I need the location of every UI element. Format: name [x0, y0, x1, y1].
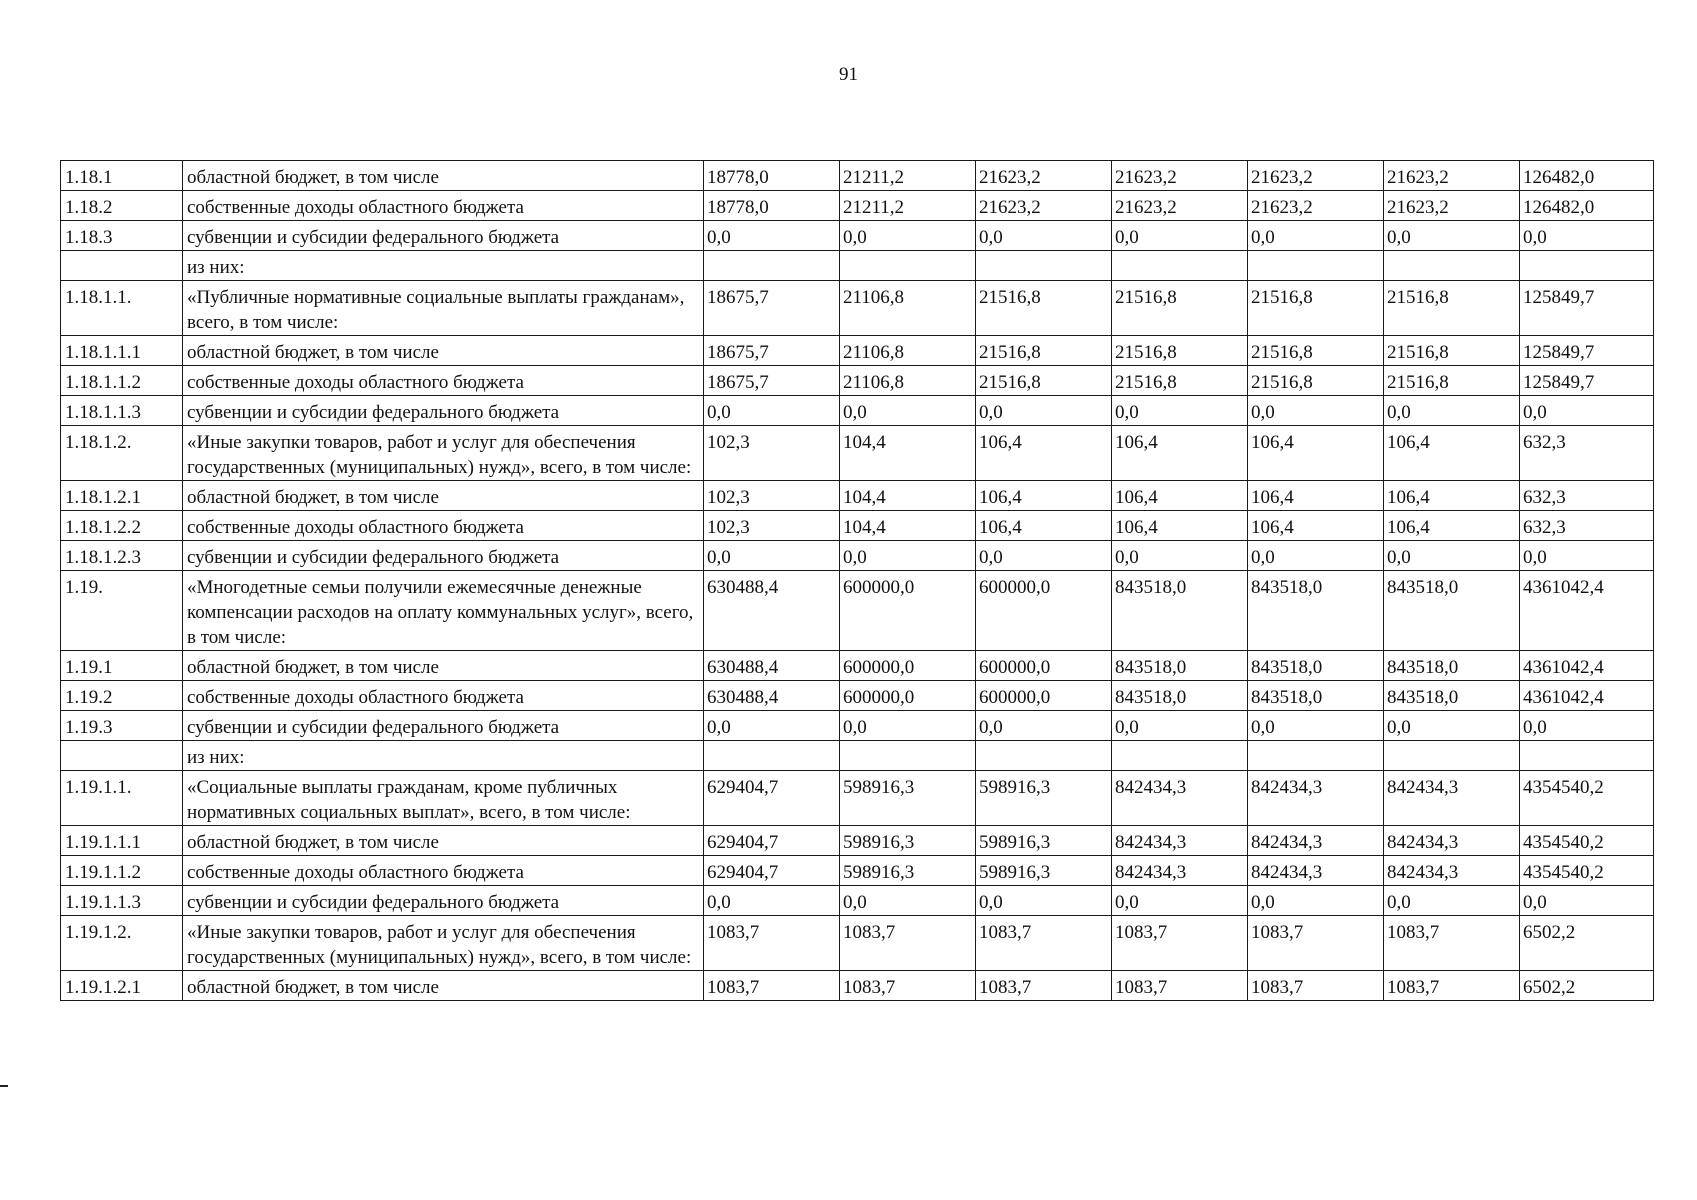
- row-value: 629404,7: [704, 826, 840, 856]
- row-value: 21516,8: [976, 281, 1112, 336]
- row-value: 0,0: [976, 541, 1112, 571]
- row-code: 1.19.1.1.: [61, 771, 183, 826]
- row-value: 0,0: [976, 886, 1112, 916]
- row-value: 600000,0: [976, 651, 1112, 681]
- table-row: [61, 886, 1654, 916]
- table-row: [61, 856, 1654, 886]
- row-value: 0,0: [840, 221, 976, 251]
- table-row: [61, 251, 1654, 281]
- row-value: 21623,2: [1112, 191, 1248, 221]
- row-value: 0,0: [1248, 711, 1384, 741]
- row-value: 843518,0: [1112, 571, 1248, 651]
- row-value: 629404,7: [704, 856, 840, 886]
- row-code: 1.19.1.1.2: [61, 856, 183, 886]
- row-value: 598916,3: [840, 826, 976, 856]
- row-value: 0,0: [1112, 711, 1248, 741]
- table-row: [61, 651, 1654, 681]
- row-value: 18778,0: [704, 161, 840, 191]
- row-value: 1083,7: [840, 971, 976, 1001]
- row-name: областной бюджет, в том числе: [183, 481, 704, 511]
- row-value: 843518,0: [1112, 681, 1248, 711]
- row-total-value: 632,3: [1520, 511, 1654, 541]
- row-value: 0,0: [1112, 886, 1248, 916]
- row-total-value: 125849,7: [1520, 336, 1654, 366]
- row-value: 843518,0: [1384, 651, 1520, 681]
- table-row: [61, 771, 1654, 826]
- row-name: «Иные закупки товаров, работ и услуг для обеспечения государственных (муниципальных) нужд», всего, в том числе:: [183, 916, 704, 971]
- row-value: 21106,8: [840, 336, 976, 366]
- row-name: областной бюджет, в том числе: [183, 826, 704, 856]
- row-value: 21516,8: [1248, 366, 1384, 396]
- table-row: [61, 511, 1654, 541]
- row-total-value: 0,0: [1520, 221, 1654, 251]
- row-value: 843518,0: [1248, 571, 1384, 651]
- row-total-value: 125849,7: [1520, 366, 1654, 396]
- row-value: 21516,8: [976, 336, 1112, 366]
- row-value: 843518,0: [1384, 681, 1520, 711]
- row-total-value: 4361042,4: [1520, 571, 1654, 651]
- row-value: 21106,8: [840, 281, 976, 336]
- row-value: 18675,7: [704, 336, 840, 366]
- row-value: 1083,7: [1384, 916, 1520, 971]
- row-value: 0,0: [1384, 886, 1520, 916]
- row-value: [1248, 251, 1384, 281]
- row-code: 1.18.1.2.2: [61, 511, 183, 541]
- table-row: [61, 281, 1654, 336]
- row-value: [704, 741, 840, 771]
- row-value: 0,0: [1248, 221, 1384, 251]
- row-name: субвенции и субсидии федерального бюджета: [183, 221, 704, 251]
- table-row: [61, 741, 1654, 771]
- row-value: 0,0: [704, 886, 840, 916]
- row-value: 842434,3: [1112, 856, 1248, 886]
- row-name: собственные доходы областного бюджета: [183, 681, 704, 711]
- row-name: «Многодетные семьи получили ежемесячные денежные компенсации расходов на оплату коммунальных услуг», всего, в том числе:: [183, 571, 704, 651]
- row-value: 0,0: [1384, 711, 1520, 741]
- budget-table: [60, 160, 1654, 1001]
- row-value: 21623,2: [1248, 161, 1384, 191]
- row-value: 842434,3: [1384, 856, 1520, 886]
- row-value: 842434,3: [1248, 771, 1384, 826]
- row-value: 104,4: [840, 426, 976, 481]
- row-value: 1083,7: [976, 916, 1112, 971]
- row-value: 18675,7: [704, 281, 840, 336]
- row-value: 842434,3: [1112, 826, 1248, 856]
- table-row: [61, 161, 1654, 191]
- table-row: [61, 826, 1654, 856]
- row-total-value: 126482,0: [1520, 191, 1654, 221]
- row-value: 0,0: [1248, 396, 1384, 426]
- row-value: 630488,4: [704, 571, 840, 651]
- row-code: 1.18.1.2.3: [61, 541, 183, 571]
- row-name: собственные доходы областного бюджета: [183, 366, 704, 396]
- table-row: [61, 571, 1654, 651]
- row-value: 21623,2: [1112, 161, 1248, 191]
- row-value: 21623,2: [1248, 191, 1384, 221]
- row-total-value: 632,3: [1520, 481, 1654, 511]
- row-code: [61, 251, 183, 281]
- row-value: 0,0: [840, 711, 976, 741]
- row-value: 0,0: [1112, 541, 1248, 571]
- row-total-value: 4354540,2: [1520, 826, 1654, 856]
- row-value: [1112, 741, 1248, 771]
- row-value: 0,0: [704, 396, 840, 426]
- row-value: 1083,7: [840, 916, 976, 971]
- row-value: 0,0: [840, 541, 976, 571]
- row-code: 1.18.1.1.3: [61, 396, 183, 426]
- row-total-value: [1520, 251, 1654, 281]
- row-value: 21516,8: [1248, 281, 1384, 336]
- row-value: 106,4: [1384, 426, 1520, 481]
- row-value: 106,4: [976, 481, 1112, 511]
- row-code: 1.18.2: [61, 191, 183, 221]
- row-code: 1.19.1.1.1: [61, 826, 183, 856]
- row-total-value: 126482,0: [1520, 161, 1654, 191]
- row-total-value: 6502,2: [1520, 916, 1654, 971]
- row-value: 106,4: [1112, 511, 1248, 541]
- row-value: 1083,7: [1112, 971, 1248, 1001]
- table-row: [61, 541, 1654, 571]
- row-code: 1.19.1.2.1: [61, 971, 183, 1001]
- row-code: 1.19.1.1.3: [61, 886, 183, 916]
- row-value: 0,0: [976, 711, 1112, 741]
- row-value: 843518,0: [1112, 651, 1248, 681]
- row-value: 21516,8: [1112, 366, 1248, 396]
- row-code: 1.18.1: [61, 161, 183, 191]
- row-value: 21516,8: [1384, 281, 1520, 336]
- row-value: 106,4: [976, 511, 1112, 541]
- row-code: 1.19.1.2.: [61, 916, 183, 971]
- row-value: 106,4: [1248, 481, 1384, 511]
- row-value: 630488,4: [704, 681, 840, 711]
- row-value: 21516,8: [1384, 366, 1520, 396]
- row-name: «Иные закупки товаров, работ и услуг для обеспечения государственных (муниципальных) нужд», всего, в том числе:: [183, 426, 704, 481]
- row-value: [840, 741, 976, 771]
- row-value: 0,0: [1112, 221, 1248, 251]
- row-code: 1.19.: [61, 571, 183, 651]
- row-name: из них:: [183, 251, 704, 281]
- row-value: 21623,2: [976, 161, 1112, 191]
- row-value: 0,0: [1248, 541, 1384, 571]
- row-value: 0,0: [1112, 396, 1248, 426]
- row-value: 0,0: [1384, 221, 1520, 251]
- row-name: субвенции и субсидии федерального бюджета: [183, 541, 704, 571]
- row-value: 842434,3: [1248, 856, 1384, 886]
- table-row: [61, 191, 1654, 221]
- row-value: 600000,0: [976, 571, 1112, 651]
- row-value: 106,4: [1248, 426, 1384, 481]
- row-total-value: 4361042,4: [1520, 651, 1654, 681]
- row-value: [1112, 251, 1248, 281]
- row-value: 106,4: [1384, 481, 1520, 511]
- row-value: 1083,7: [1112, 916, 1248, 971]
- row-value: 0,0: [1384, 396, 1520, 426]
- row-value: 106,4: [976, 426, 1112, 481]
- row-value: [976, 251, 1112, 281]
- table-row: [61, 366, 1654, 396]
- row-value: 106,4: [1384, 511, 1520, 541]
- row-total-value: 4361042,4: [1520, 681, 1654, 711]
- table-row: [61, 916, 1654, 971]
- row-value: [704, 251, 840, 281]
- row-value: 0,0: [976, 221, 1112, 251]
- row-name: «Публичные нормативные социальные выплаты гражданам», всего, в том числе:: [183, 281, 704, 336]
- row-value: 21623,2: [1384, 191, 1520, 221]
- row-value: 21623,2: [1384, 161, 1520, 191]
- row-value: 21623,2: [976, 191, 1112, 221]
- row-value: 0,0: [1384, 541, 1520, 571]
- row-value: [1384, 741, 1520, 771]
- row-value: 600000,0: [840, 651, 976, 681]
- row-value: [1248, 741, 1384, 771]
- table-body: [61, 161, 1654, 1001]
- table-row: [61, 971, 1654, 1001]
- row-value: 0,0: [840, 886, 976, 916]
- row-value: 598916,3: [976, 856, 1112, 886]
- row-name: «Социальные выплаты гражданам, кроме публичных нормативных социальных выплат», всего, в том числе:: [183, 771, 704, 826]
- row-total-value: 0,0: [1520, 396, 1654, 426]
- row-value: 21516,8: [1248, 336, 1384, 366]
- row-value: [840, 251, 976, 281]
- row-value: 843518,0: [1384, 571, 1520, 651]
- row-total-value: 0,0: [1520, 541, 1654, 571]
- row-total-value: 6502,2: [1520, 971, 1654, 1001]
- row-name: областной бюджет, в том числе: [183, 651, 704, 681]
- row-code: 1.19.3: [61, 711, 183, 741]
- row-value: 0,0: [704, 221, 840, 251]
- row-code: 1.18.1.1.2: [61, 366, 183, 396]
- row-value: 1083,7: [1248, 916, 1384, 971]
- row-name: собственные доходы областного бюджета: [183, 511, 704, 541]
- row-total-value: [1520, 741, 1654, 771]
- row-value: 1083,7: [704, 971, 840, 1001]
- table-row: [61, 711, 1654, 741]
- row-total-value: 0,0: [1520, 886, 1654, 916]
- row-value: 600000,0: [976, 681, 1112, 711]
- row-value: 18778,0: [704, 191, 840, 221]
- row-value: 21516,8: [1384, 336, 1520, 366]
- row-code: 1.19.1: [61, 651, 183, 681]
- row-value: 21211,2: [840, 191, 976, 221]
- row-value: 102,3: [704, 426, 840, 481]
- row-value: 1083,7: [1248, 971, 1384, 1001]
- row-value: 598916,3: [840, 771, 976, 826]
- row-value: 600000,0: [840, 571, 976, 651]
- row-name: собственные доходы областного бюджета: [183, 856, 704, 886]
- margin-mark: [0, 1085, 8, 1087]
- row-value: 600000,0: [840, 681, 976, 711]
- row-value: [1384, 251, 1520, 281]
- row-value: 21516,8: [1112, 336, 1248, 366]
- row-code: 1.18.1.1.1: [61, 336, 183, 366]
- row-value: 843518,0: [1248, 651, 1384, 681]
- table-row: [61, 221, 1654, 251]
- row-value: 106,4: [1112, 426, 1248, 481]
- row-value: 106,4: [1248, 511, 1384, 541]
- row-name: субвенции и субсидии федерального бюджета: [183, 886, 704, 916]
- row-value: 21106,8: [840, 366, 976, 396]
- table-row: [61, 426, 1654, 481]
- row-value: 842434,3: [1112, 771, 1248, 826]
- row-code: 1.18.3: [61, 221, 183, 251]
- row-value: 598916,3: [840, 856, 976, 886]
- table-row: [61, 481, 1654, 511]
- row-value: 1083,7: [976, 971, 1112, 1001]
- row-value: 102,3: [704, 511, 840, 541]
- row-value: [976, 741, 1112, 771]
- row-value: 842434,3: [1384, 826, 1520, 856]
- row-value: 104,4: [840, 511, 976, 541]
- row-value: 1083,7: [1384, 971, 1520, 1001]
- row-value: 102,3: [704, 481, 840, 511]
- row-value: 0,0: [704, 541, 840, 571]
- row-value: 598916,3: [976, 771, 1112, 826]
- row-code: 1.18.1.2.1: [61, 481, 183, 511]
- table-row: [61, 396, 1654, 426]
- row-code: 1.19.2: [61, 681, 183, 711]
- row-total-value: 632,3: [1520, 426, 1654, 481]
- row-value: 1083,7: [704, 916, 840, 971]
- table-row: [61, 336, 1654, 366]
- row-name: собственные доходы областного бюджета: [183, 191, 704, 221]
- row-value: 630488,4: [704, 651, 840, 681]
- row-code: 1.18.1.1.: [61, 281, 183, 336]
- row-name: областной бюджет, в том числе: [183, 971, 704, 1001]
- row-value: 0,0: [1248, 886, 1384, 916]
- row-code: [61, 741, 183, 771]
- row-value: 842434,3: [1384, 771, 1520, 826]
- row-name: из них:: [183, 741, 704, 771]
- row-value: 0,0: [976, 396, 1112, 426]
- row-value: 106,4: [1112, 481, 1248, 511]
- page-number: 91: [839, 64, 858, 85]
- row-value: 629404,7: [704, 771, 840, 826]
- row-value: 21516,8: [1112, 281, 1248, 336]
- row-total-value: 4354540,2: [1520, 856, 1654, 886]
- row-code: 1.18.1.2.: [61, 426, 183, 481]
- row-value: 21516,8: [976, 366, 1112, 396]
- row-value: 0,0: [840, 396, 976, 426]
- row-name: субвенции и субсидии федерального бюджета: [183, 396, 704, 426]
- row-value: 0,0: [704, 711, 840, 741]
- table-row: [61, 681, 1654, 711]
- row-name: субвенции и субсидии федерального бюджета: [183, 711, 704, 741]
- row-value: 842434,3: [1248, 826, 1384, 856]
- row-value: 21211,2: [840, 161, 976, 191]
- row-value: 104,4: [840, 481, 976, 511]
- row-value: 598916,3: [976, 826, 1112, 856]
- row-total-value: 4354540,2: [1520, 771, 1654, 826]
- row-total-value: 0,0: [1520, 711, 1654, 741]
- row-name: областной бюджет, в том числе: [183, 161, 704, 191]
- row-total-value: 125849,7: [1520, 281, 1654, 336]
- row-name: областной бюджет, в том числе: [183, 336, 704, 366]
- row-value: 843518,0: [1248, 681, 1384, 711]
- row-value: 18675,7: [704, 366, 840, 396]
